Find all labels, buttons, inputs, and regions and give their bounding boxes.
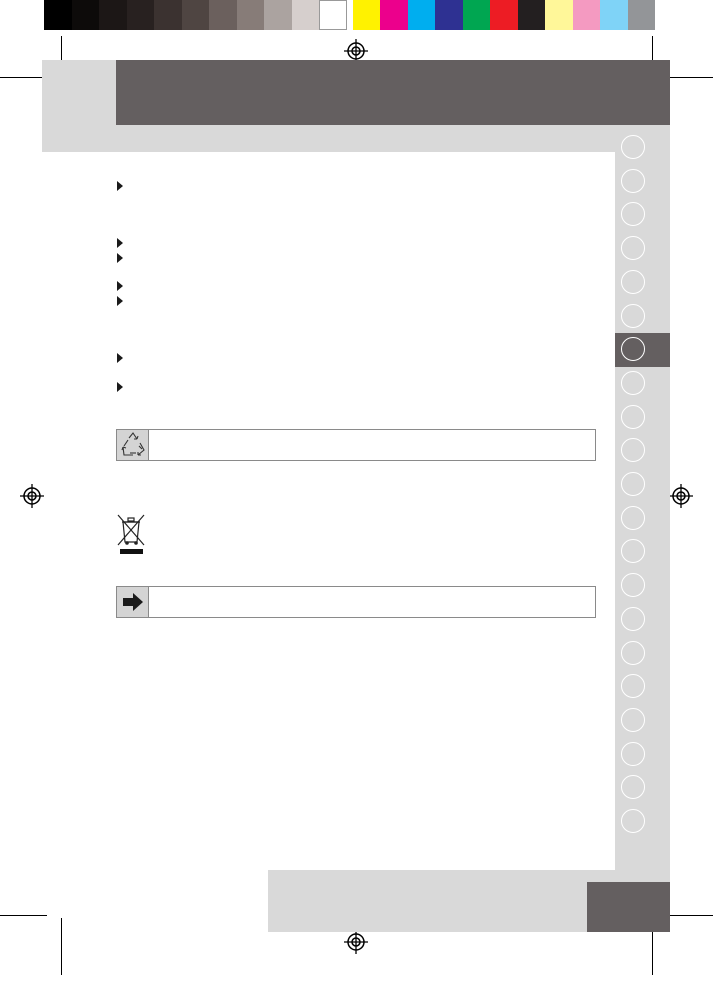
- color-calibration-bar: [44, 0, 655, 30]
- bullet-marker: [117, 296, 123, 306]
- note-icon-cell: [117, 430, 149, 460]
- note-icon-cell: [117, 587, 149, 617]
- recycling-note-box: [116, 429, 596, 461]
- color-swatch: [380, 0, 408, 30]
- registration-mark-icon: [668, 483, 694, 509]
- color-swatch: [154, 0, 182, 30]
- color-swatch: [518, 0, 546, 30]
- bullet-marker: [117, 253, 123, 263]
- color-swatch: [182, 0, 210, 30]
- language-tab[interactable]: [621, 573, 645, 597]
- language-tab[interactable]: [621, 708, 645, 732]
- language-tab[interactable]: [621, 405, 645, 429]
- color-swatch: [628, 0, 656, 30]
- color-swatch: [463, 0, 491, 30]
- crossed-out-bin-icon: [114, 512, 148, 556]
- page-header-bar: [116, 60, 670, 125]
- color-swatch: [44, 0, 72, 30]
- color-swatch: [99, 0, 127, 30]
- language-tab[interactable]: [621, 674, 645, 698]
- language-tab[interactable]: [621, 304, 645, 328]
- language-tab[interactable]: [621, 371, 645, 395]
- bullet-marker: [117, 382, 123, 392]
- crop-mark: [0, 77, 47, 78]
- crop-mark: [61, 918, 62, 975]
- color-swatch: [237, 0, 265, 30]
- language-tab-active[interactable]: [621, 337, 645, 361]
- color-swatch: [292, 0, 320, 30]
- language-tab[interactable]: [621, 270, 645, 294]
- color-swatch: [573, 0, 601, 30]
- language-tab[interactable]: [621, 742, 645, 766]
- color-swatch: [545, 0, 573, 30]
- bullet-marker: [117, 238, 123, 248]
- bullet-marker: [117, 181, 123, 191]
- crop-mark: [0, 915, 47, 916]
- crop-mark: [666, 77, 713, 78]
- registration-mark-icon: [343, 929, 369, 955]
- language-tab[interactable]: [621, 607, 645, 631]
- color-swatch: [600, 0, 628, 30]
- color-swatch: [209, 0, 237, 30]
- info-note-box: [116, 586, 596, 618]
- crop-mark: [666, 915, 713, 916]
- language-tab[interactable]: [621, 169, 645, 193]
- color-swatch: [319, 0, 347, 30]
- registration-mark-icon: [19, 483, 45, 509]
- color-swatch: [72, 0, 100, 30]
- color-swatch: [435, 0, 463, 30]
- recycle-icon: [118, 430, 148, 460]
- color-swatch: [353, 0, 381, 30]
- color-swatch: [408, 0, 436, 30]
- language-tab[interactable]: [621, 472, 645, 496]
- color-swatch: [127, 0, 155, 30]
- language-tab[interactable]: [621, 135, 645, 159]
- color-swatch: [490, 0, 518, 30]
- arrow-right-icon: [118, 587, 148, 617]
- language-tab[interactable]: [621, 506, 645, 530]
- bullet-marker: [117, 281, 123, 291]
- page-number-box: [587, 882, 670, 932]
- color-swatch: [264, 0, 292, 30]
- language-tab[interactable]: [621, 809, 645, 833]
- language-tab[interactable]: [621, 641, 645, 665]
- bullet-marker: [117, 353, 123, 363]
- language-tab[interactable]: [621, 236, 645, 260]
